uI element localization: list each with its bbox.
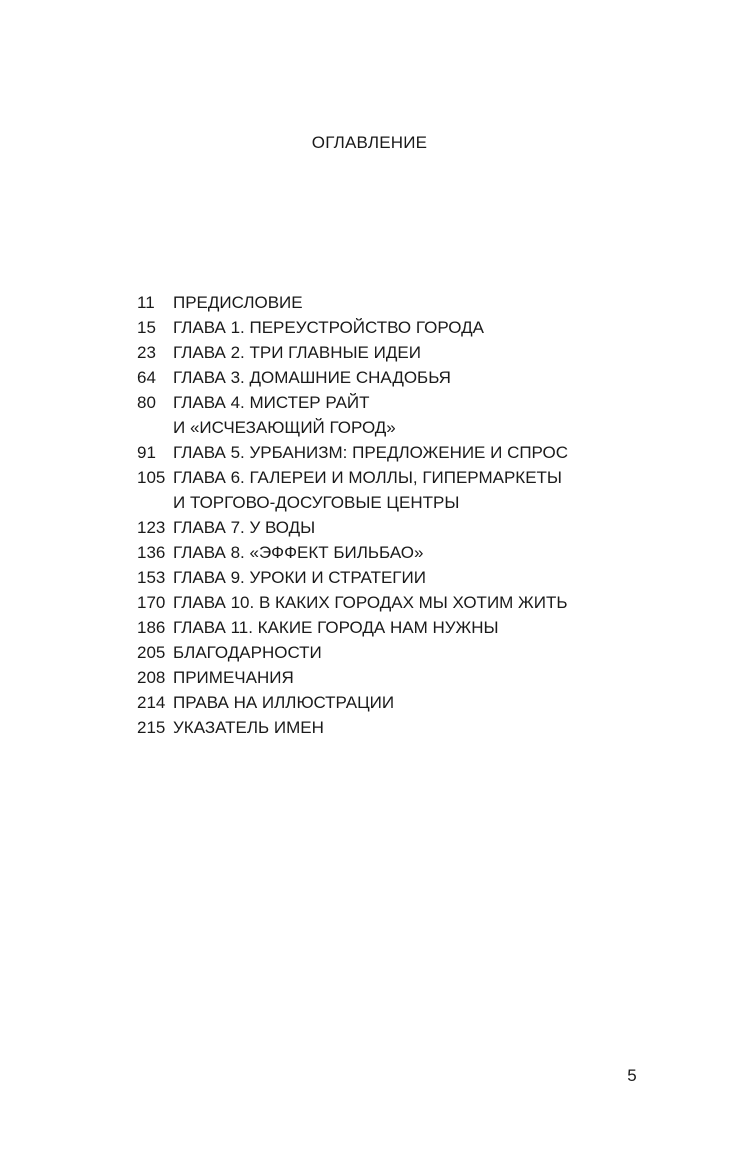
toc-entry-title [173,540,597,565]
toc-entry-line: ГЛАВА 8. «ЭФФЕКТ БИЛЬБАО» [173,543,424,562]
toc-entry-line: ГЛАВА 1. ПЕРЕУСТРОЙСТВО ГОРОДА [173,318,484,337]
toc-entry-line: ГЛАВА 5. УРБАНИЗМ: ПРЕДЛОЖЕНИЕ И СПРОС [173,443,569,462]
toc-entry-line: ГЛАВА 10. В КАКИХ ГОРОДАХ МЫ ХОТИМ ЖИТЬ [173,593,568,612]
toc-entry-title [173,590,597,615]
toc-entry [137,290,597,315]
toc-entry [137,615,597,640]
toc-entry-line: И ТОРГОВО-ДОСУГОВЫЕ ЦЕНТРЫ [173,493,460,512]
toc-page-number: 80 [137,393,156,412]
toc-entry [137,340,597,365]
page-title: ОГЛАВЛЕНИЕ [311,133,428,152]
toc-entry-title [173,565,597,590]
toc-entry [137,690,597,715]
toc-entry-title [173,615,597,640]
toc-entry [137,365,597,390]
toc-entry-title [173,290,597,315]
page-number: 5 [627,1066,637,1085]
toc-entry-line: БЛАГОДАРНОСТИ [173,643,322,662]
toc-entry-line: УКАЗАТЕЛЬ ИМЕН [173,718,324,737]
toc-page-number: 170 [137,593,166,612]
toc-entry-title [173,465,597,515]
toc-page-number: 208 [137,668,166,687]
toc-entry-line: ПРЕДИСЛОВИЕ [173,293,303,312]
toc-page-number: 23 [137,343,156,362]
toc-entry-line: ПРАВА НА ИЛЛЮСТРАЦИИ [173,693,395,712]
toc-entry-line: ГЛАВА 6. ГАЛЕРЕИ И МОЛЛЫ, ГИПЕРМАРКЕТЫ [173,468,562,487]
toc-entry-title [173,315,597,340]
toc-entry [137,440,597,465]
toc-entry-title [173,390,597,440]
toc-entry-line: ГЛАВА 9. УРОКИ И СТРАТЕГИИ [173,568,426,587]
toc-page-number: 186 [137,618,166,637]
toc-entry-title [173,440,597,465]
toc-page-number: 15 [137,318,156,337]
toc-entry [137,565,597,590]
toc-page-number: 91 [137,443,156,462]
toc-entry [137,715,597,740]
toc-entry-line: ГЛАВА 2. ТРИ ГЛАВНЫЕ ИДЕИ [173,343,421,362]
toc-entry [137,590,597,615]
toc-page-number: 153 [137,568,166,587]
toc-entry [137,515,597,540]
toc-entry [137,465,597,515]
toc-entry-line: ПРИМЕЧАНИЯ [173,668,294,687]
toc-page-number: 11 [137,293,155,312]
toc-entry-line: И «ИСЧЕЗАЮЩИЙ ГОРОД» [173,418,396,437]
toc-page-number: 205 [137,643,166,662]
toc-entry-title [173,515,597,540]
toc-entry-line: ГЛАВА 11. КАКИЕ ГОРОДА НАМ НУЖНЫ [173,618,499,637]
toc-page-number: 214 [137,693,166,712]
toc-entry-title [173,640,597,665]
toc-entry [137,665,597,690]
toc-entry-line: ГЛАВА 3. ДОМАШНИЕ СНАДОБЬЯ [173,368,451,387]
toc-page-number: 215 [137,718,166,737]
toc-entry-title [173,715,597,740]
toc-entry-title [173,340,597,365]
toc-entry-title [173,665,597,690]
toc-entry-title [173,365,597,390]
toc-entry-line: ГЛАВА 4. МИСТЕР РАЙТ [173,393,370,412]
toc-page-number: 123 [137,518,166,537]
toc-page-number: 136 [137,543,166,562]
toc-entry [137,315,597,340]
toc-page-number: 64 [137,368,156,387]
toc-page-number: 105 [137,468,166,487]
toc-entry [137,390,597,440]
toc-entry [137,640,597,665]
toc-entry-line: ГЛАВА 7. У ВОДЫ [173,518,316,537]
toc-entry-title [173,690,597,715]
table-of-contents [137,290,597,740]
toc-entry [137,540,597,565]
